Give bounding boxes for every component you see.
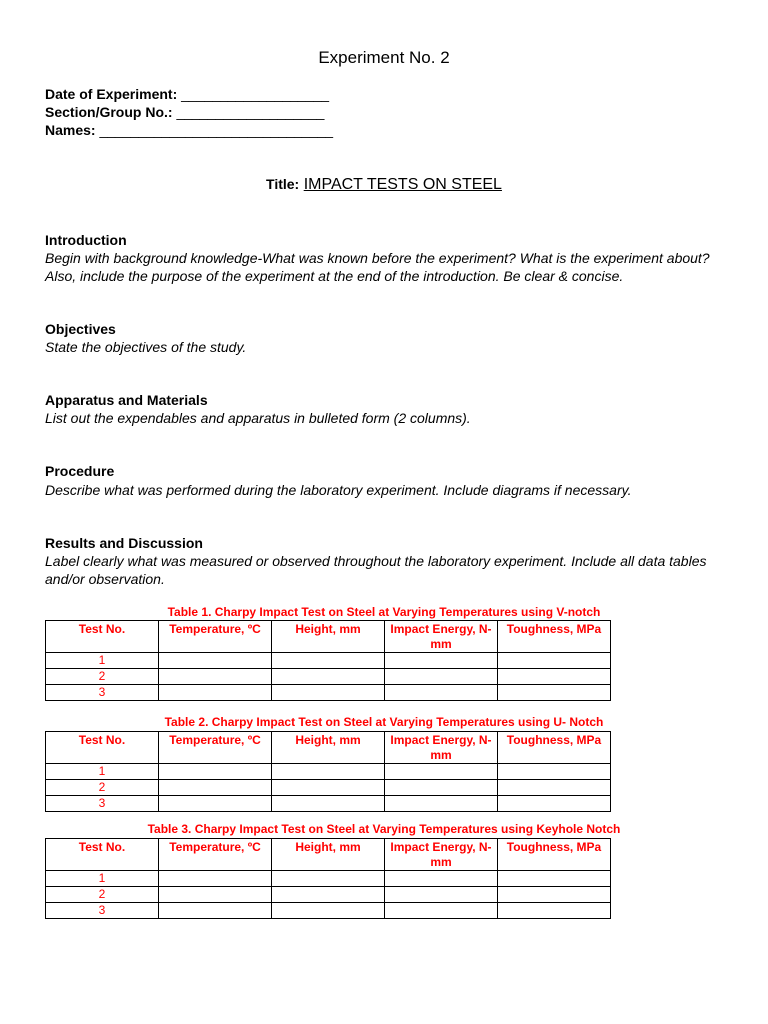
- column-header: Height, mm: [272, 732, 385, 764]
- table-cell: [385, 780, 498, 796]
- table-cell: [272, 871, 385, 887]
- table-cell: [159, 796, 272, 812]
- table-cell: [159, 903, 272, 919]
- table-cell: 3: [46, 903, 159, 919]
- objectives-heading: Objectives: [45, 321, 116, 337]
- table-row: [46, 871, 611, 887]
- table-header-row: [46, 839, 611, 871]
- table-cell: [385, 685, 498, 701]
- column-header: Toughness, MPa: [498, 732, 611, 764]
- field-blank: ___________________: [176, 104, 325, 120]
- table-cell: 2: [46, 669, 159, 685]
- table-cell: [385, 669, 498, 685]
- column-header: Temperature, ºC: [159, 839, 272, 871]
- table-1: [45, 620, 611, 701]
- table-row: [46, 685, 611, 701]
- table-row: [46, 903, 611, 919]
- date-of-experiment-field: [45, 86, 329, 102]
- table-cell: [272, 796, 385, 812]
- table-cell: [159, 871, 272, 887]
- table-row: [46, 780, 611, 796]
- document-title: Experiment No. 2: [318, 48, 450, 67]
- column-header: Height, mm: [272, 839, 385, 871]
- table-row: [46, 669, 611, 685]
- table-row: [46, 887, 611, 903]
- table-cell: [385, 887, 498, 903]
- column-header: Temperature, ºC: [159, 732, 272, 764]
- table-cell: [498, 653, 611, 669]
- field-blank: ___________________: [181, 86, 330, 102]
- table-cell: 1: [46, 764, 159, 780]
- objectives-body: State the objectives of the study.: [45, 339, 247, 355]
- procedure-heading: Procedure: [45, 463, 115, 479]
- table-cell: [385, 653, 498, 669]
- column-header: Impact Energy, N-mm: [385, 621, 498, 653]
- column-header: Test No.: [46, 839, 159, 871]
- table-cell: 1: [46, 871, 159, 887]
- experiment-title: IMPACT TESTS ON STEEL: [303, 176, 502, 193]
- procedure-body: Describe what was performed during the laboratory experiment. Include diagrams if necessary.: [45, 482, 632, 498]
- table-cell: [498, 871, 611, 887]
- table-cell: [498, 887, 611, 903]
- table-cell: [272, 685, 385, 701]
- field-label: Date of Experiment:: [45, 86, 178, 102]
- table-cell: [159, 653, 272, 669]
- apparatus-heading: Apparatus and Materials: [45, 392, 208, 408]
- column-header: Toughness, MPa: [498, 621, 611, 653]
- column-header: Height, mm: [272, 621, 385, 653]
- table-cell: [385, 764, 498, 780]
- table-cell: 2: [46, 780, 159, 796]
- table-cell: [498, 780, 611, 796]
- results-heading: Results and Discussion: [45, 535, 203, 551]
- table-3-caption: Table 3. Charpy Impact Test on Steel at Varying Temperatures using Keyhole Notch: [147, 822, 621, 836]
- table-2: [45, 731, 611, 812]
- table-cell: [498, 764, 611, 780]
- names-field: [45, 122, 333, 138]
- column-header: Impact Energy, N-mm: [385, 732, 498, 764]
- apparatus-body: List out the expendables and apparatus in bulleted form (2 columns).: [45, 410, 471, 426]
- table-cell: [272, 653, 385, 669]
- table-1-caption: Table 1. Charpy Impact Test on Steel at Varying Temperatures using V-notch: [167, 605, 601, 619]
- table-cell: [498, 796, 611, 812]
- table-cell: [272, 887, 385, 903]
- table-cell: [159, 887, 272, 903]
- table-cell: [159, 764, 272, 780]
- table-cell: [498, 903, 611, 919]
- column-header: Impact Energy, N-mm: [385, 839, 498, 871]
- introduction-heading: Introduction: [45, 232, 127, 248]
- column-header: Toughness, MPa: [498, 839, 611, 871]
- table-cell: 3: [46, 685, 159, 701]
- table-cell: [159, 780, 272, 796]
- table-row: [46, 796, 611, 812]
- field-label: Section/Group No.:: [45, 104, 173, 120]
- table-cell: [272, 903, 385, 919]
- title-label: Title:: [266, 176, 300, 192]
- table-header-row: [46, 732, 611, 764]
- column-header: Test No.: [46, 621, 159, 653]
- section-group-field: [45, 104, 324, 120]
- table-cell: [385, 903, 498, 919]
- table-cell: [272, 764, 385, 780]
- table-header-row: [46, 621, 611, 653]
- table-row: [46, 764, 611, 780]
- table-cell: 1: [46, 653, 159, 669]
- table-cell: [159, 669, 272, 685]
- table-cell: [498, 685, 611, 701]
- field-label: Names:: [45, 122, 96, 138]
- title-line: [0, 176, 768, 194]
- table-cell: [385, 871, 498, 887]
- field-blank: ______________________________: [99, 122, 334, 138]
- table-cell: [159, 685, 272, 701]
- table-cell: [498, 669, 611, 685]
- table-3: [45, 838, 611, 919]
- column-header: Test No.: [46, 732, 159, 764]
- column-header: Temperature, ºC: [159, 621, 272, 653]
- table-cell: [385, 796, 498, 812]
- table-cell: [272, 669, 385, 685]
- introduction-body: Begin with background knowledge-What was known before the experiment? What is the experiment about? Also, include the purpose of the experiment at the end of the introduction. Be clear & concise.: [45, 250, 710, 284]
- table-cell: [272, 780, 385, 796]
- table-2-caption: Table 2. Charpy Impact Test on Steel at Varying Temperatures using U- Notch: [164, 715, 604, 729]
- table-row: [46, 653, 611, 669]
- results-body: Label clearly what was measured or observed throughout the laboratory experiment. Include all data tables and/or observation.: [45, 553, 707, 587]
- table-cell: 2: [46, 887, 159, 903]
- table-cell: 3: [46, 796, 159, 812]
